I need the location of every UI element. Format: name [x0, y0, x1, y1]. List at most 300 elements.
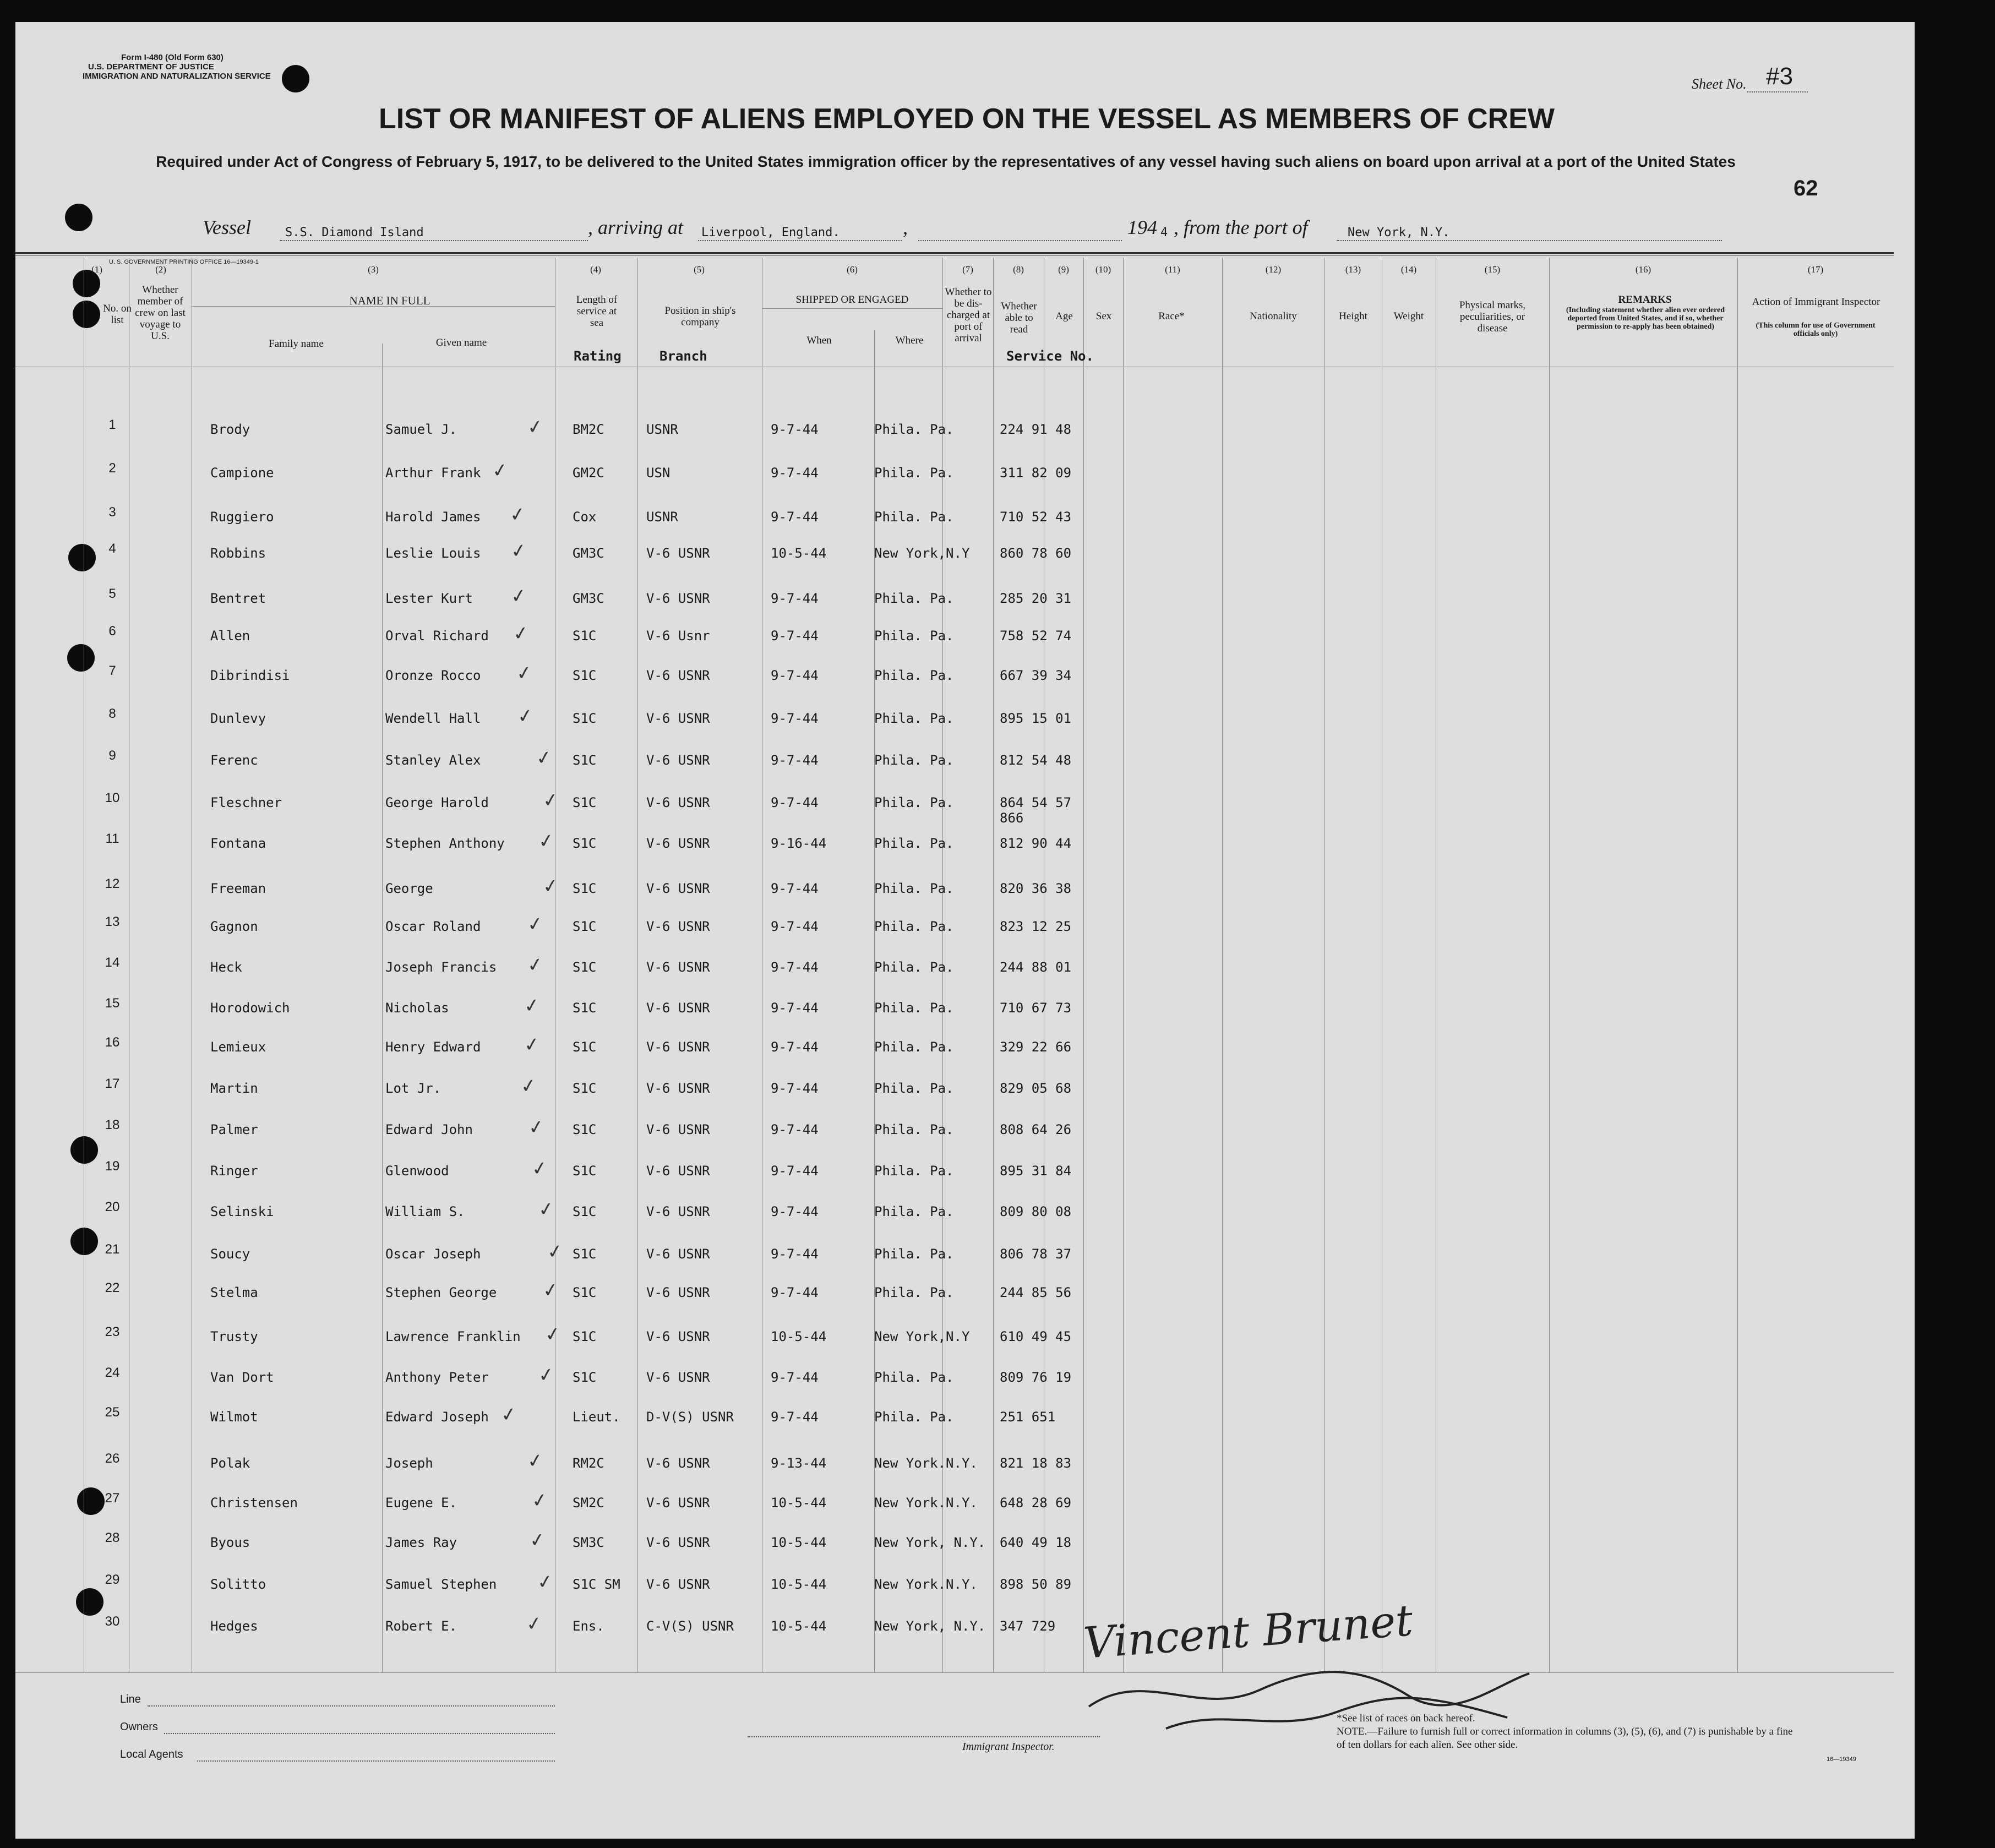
row-number-cell: 16: [105, 1035, 120, 1050]
table-row: [15, 953, 1915, 982]
family-name-cell: Polak: [210, 1455, 250, 1471]
rating-cell: S1C: [573, 1285, 597, 1300]
check-mark-icon: ✓: [499, 1403, 519, 1427]
shipped-place-cell: Phila. Pa.: [874, 919, 954, 934]
year-label: 194: [1127, 216, 1157, 238]
rating-cell: S1C: [573, 1163, 597, 1179]
shipped-date-cell: 9-7-44: [771, 1370, 819, 1385]
shipped-date-cell: 10-5-44: [771, 1535, 827, 1550]
shipped-place-cell: Phila. Pa.: [874, 1081, 954, 1096]
rating-cell: S1C: [573, 711, 597, 726]
family-name-cell: Brody: [210, 422, 250, 437]
family-name-cell: Dibrindisi: [210, 668, 290, 683]
header-service-no: Service No.: [1006, 348, 1094, 364]
check-mark-icon: ✓: [537, 1363, 556, 1387]
shipped-date-cell: 9-7-44: [771, 591, 819, 606]
shipped-date-cell: 9-7-44: [771, 1163, 819, 1179]
shipped-date-cell: 9-7-44: [771, 711, 819, 726]
header-age: Age: [1055, 310, 1073, 322]
header-where: Where: [895, 335, 924, 346]
shipped-date-cell: 9-7-44: [771, 465, 819, 481]
check-mark-icon: ✓: [519, 1074, 538, 1098]
branch-cell: V-6 USNR: [646, 1000, 710, 1016]
given-name-cell: Oronze Rocco: [385, 668, 481, 683]
shipped-place-cell: Phila. Pa.: [874, 591, 954, 606]
shipped-date-cell: 9-7-44: [771, 881, 819, 896]
vessel-label: Vessel: [203, 216, 251, 238]
shipped-rule: [762, 308, 942, 309]
service-number-cell: 710 67 73: [1000, 1000, 1072, 1016]
shipped-place-cell: New York, N.Y.: [874, 1618, 986, 1634]
shipped-place-cell: Phila. Pa.: [874, 795, 954, 810]
owners-label: Owners: [120, 1721, 158, 1733]
row-number-cell: 27: [105, 1491, 120, 1506]
table-row: [15, 829, 1915, 858]
row-number-cell: 8: [108, 706, 116, 721]
family-name-cell: Trusty: [210, 1329, 258, 1344]
column-number: (9): [1058, 264, 1069, 275]
row-number-cell: 7: [108, 663, 116, 678]
shipped-date-cell: 9-7-44: [771, 1204, 819, 1219]
table-row: [15, 1115, 1915, 1144]
header-able-to-read: Whether able to read: [1001, 301, 1037, 335]
family-name-cell: Wilmot: [210, 1409, 258, 1425]
service-number-cell: 895 15 01: [1000, 711, 1072, 726]
branch-cell: V-6 USNR: [646, 753, 710, 768]
branch-cell: V-6 USNR: [646, 1495, 710, 1511]
row-number-cell: 1: [108, 417, 116, 432]
shipped-place-cell: Phila. Pa.: [874, 836, 954, 851]
line-label: Line: [120, 1693, 141, 1705]
column-number: (10): [1095, 264, 1111, 275]
family-name-cell: Lemieux: [210, 1039, 266, 1055]
header-name-in-full: NAME IN FULL: [349, 294, 430, 307]
row-number-cell: 30: [105, 1614, 120, 1629]
column-number: (8): [1013, 264, 1024, 275]
branch-cell: V-6 USNR: [646, 1039, 710, 1055]
rating-cell: S1C: [573, 881, 597, 896]
shipped-place-cell: Phila. Pa.: [874, 753, 954, 768]
family-name-cell: Martin: [210, 1081, 258, 1096]
table-row: [15, 1157, 1915, 1185]
vessel-name: S.S. Diamond Island: [285, 226, 424, 239]
shipped-place-cell: Phila. Pa.: [874, 1000, 954, 1016]
binder-hole: [73, 301, 100, 328]
row-number-cell: 5: [108, 586, 116, 601]
family-name-cell: Horodowich: [210, 1000, 290, 1016]
shipped-date-cell: 10-5-44: [771, 1577, 827, 1592]
given-name-cell: Stephen Anthony: [385, 836, 505, 851]
check-mark-icon: ✓: [509, 584, 528, 608]
check-mark-icon: ✓: [546, 1240, 565, 1264]
branch-cell: V-6 USNR: [646, 795, 710, 810]
row-number-cell: 22: [105, 1280, 120, 1295]
family-name-cell: Gagnon: [210, 919, 258, 934]
service-number-cell: 710 52 43: [1000, 509, 1072, 525]
branch-cell: V-6 USNR: [646, 546, 710, 561]
page-subtitle: Required under Act of Congress of February 5, 1917, to be delivered to the United States immigration officer by the representatives of any vessel having such aliens on board upon arrival at a port of the United States: [156, 153, 1736, 170]
service-number-correction: 866: [1000, 810, 1024, 826]
shipped-date-cell: 9-7-44: [771, 1039, 819, 1055]
row-number-cell: 12: [105, 876, 120, 891]
service-number-cell: 244 88 01: [1000, 960, 1072, 975]
given-name-cell: Stanley Alex: [385, 753, 481, 768]
service-number-cell: 864 54 57: [1000, 795, 1072, 810]
shipped-place-cell: Phila. Pa.: [874, 1246, 954, 1262]
given-name-cell: Henry Edward: [385, 1039, 481, 1055]
branch-cell: V-6 USNR: [646, 1081, 710, 1096]
column-number: (11): [1165, 264, 1180, 275]
rating-cell: S1C: [573, 960, 597, 975]
row-number-cell: 29: [105, 1572, 120, 1587]
table-row: [15, 1074, 1915, 1103]
branch-cell: V-6 Usnr: [646, 628, 710, 644]
service-number-cell: 648 28 69: [1000, 1495, 1072, 1511]
rating-cell: GM3C: [573, 546, 604, 561]
row-number-cell: 4: [108, 541, 116, 556]
table-row: [15, 874, 1915, 903]
arriving-dotted-line: [698, 240, 902, 241]
branch-cell: USN: [646, 465, 671, 481]
header-shipped-engaged: SHIPPED OR ENGAGED: [795, 294, 909, 306]
rating-cell: GM3C: [573, 591, 604, 606]
table-row: [15, 1489, 1915, 1517]
table-row: [15, 1197, 1915, 1226]
shipped-date-cell: 10-5-44: [771, 1618, 827, 1634]
column-number: (17): [1807, 264, 1824, 275]
given-name-cell: Edward Joseph: [385, 1409, 489, 1425]
header-no-on-list: No. on list: [103, 303, 132, 326]
rating-cell: SM2C: [573, 1495, 604, 1511]
check-mark-icon: ✓: [522, 1033, 542, 1057]
given-name-cell: George Harold: [385, 795, 489, 810]
check-mark-icon: ✓: [515, 661, 534, 685]
branch-cell: V-6 USNR: [646, 1577, 710, 1592]
family-name-cell: Freeman: [210, 881, 266, 896]
from-dotted-line: [1337, 240, 1722, 241]
table-row: [15, 1363, 1915, 1392]
printer-imprint: U. S. GOVERNMENT PRINTING OFFICE 16—19349-1: [109, 259, 259, 265]
family-name-cell: Campione: [210, 465, 274, 481]
table-row: [15, 1278, 1915, 1307]
shipped-place-cell: Phila. Pa.: [874, 1163, 954, 1179]
given-name-cell: Wendell Hall: [385, 711, 481, 726]
check-mark-icon: ✓: [526, 912, 545, 936]
shipped-place-cell: Phila. Pa.: [874, 509, 954, 525]
check-mark-icon: ✓: [541, 788, 560, 813]
inspector-signature-line: [748, 1736, 1100, 1737]
branch-cell: V-6 USNR: [646, 711, 710, 726]
service-number-cell: 640 49 18: [1000, 1535, 1072, 1550]
check-mark-icon: ✓: [530, 1157, 549, 1181]
rating-cell: SM3C: [573, 1535, 604, 1550]
service-number-cell: 311 82 09: [1000, 465, 1072, 481]
owners-dotted-field: [164, 1733, 555, 1734]
vessel-dotted-line: [280, 240, 588, 241]
check-mark-icon: ✓: [526, 415, 545, 439]
check-mark-icon: ✓: [511, 622, 531, 646]
row-number-cell: 2: [108, 461, 116, 476]
family-name-cell: Solitto: [210, 1577, 266, 1592]
table-row: [15, 584, 1915, 613]
given-name-cell: Glenwood: [385, 1163, 449, 1179]
binder-hole: [282, 65, 309, 92]
check-mark-icon: ✓: [535, 746, 554, 770]
page-title: LIST OR MANIFEST OF ALIENS EMPLOYED ON THE VESSEL AS MEMBERS OF CREW: [379, 103, 1555, 135]
blank-dotted-line: [918, 240, 1122, 241]
given-name-cell: Edward John: [385, 1122, 473, 1137]
check-mark-icon: ✓: [530, 1489, 549, 1513]
rating-cell: S1C: [573, 1039, 597, 1055]
shipped-place-cell: New York.N.Y.: [874, 1495, 978, 1511]
table-row: [15, 1612, 1915, 1640]
shipped-place-cell: Phila. Pa.: [874, 881, 954, 896]
footer-rule: [15, 1672, 1894, 1673]
family-name-cell: Fleschner: [210, 795, 282, 810]
arrival-port: Liverpool, England.: [701, 226, 840, 239]
service-number-cell: 898 50 89: [1000, 1577, 1072, 1592]
given-name-cell: Eugene E.: [385, 1495, 457, 1511]
check-mark-icon: ✓: [528, 1528, 547, 1552]
signature-flourish: [1078, 1635, 1546, 1745]
shipped-date-cell: 9-7-44: [771, 1081, 819, 1096]
row-number-cell: 3: [108, 505, 116, 520]
family-name-cell: Fontana: [210, 836, 266, 851]
check-mark-icon: ✓: [527, 1115, 546, 1140]
service-number-cell: 823 12 25: [1000, 919, 1072, 934]
check-mark-icon: ✓: [541, 874, 560, 898]
check-mark-icon: ✓: [543, 1322, 563, 1347]
header-length-of-service: Length of service at sea: [576, 294, 618, 329]
service-number-cell: 806 78 37: [1000, 1246, 1072, 1262]
header-sex: Sex: [1095, 310, 1112, 322]
rating-cell: S1C: [573, 1370, 597, 1385]
table-row: [15, 539, 1915, 568]
rating-cell: S1C: [573, 628, 597, 644]
table-row: [15, 1528, 1915, 1557]
header-discharged: Whether to be dis-charged at port of arrival: [945, 286, 992, 344]
branch-cell: V-6 USNR: [646, 1455, 710, 1471]
family-name-cell: Selinski: [210, 1204, 274, 1219]
check-mark-icon: ✓: [541, 1278, 560, 1302]
column-number: (3): [368, 264, 379, 275]
rating-cell: S1C: [573, 1246, 597, 1262]
branch-cell: V-6 USNR: [646, 1122, 710, 1137]
family-name-cell: Ringer: [210, 1163, 258, 1179]
page-number: 62: [1794, 176, 1818, 200]
table-row: [15, 1033, 1915, 1061]
shipped-date-cell: 9-7-44: [771, 422, 819, 437]
from-label: , from the port of: [1174, 216, 1308, 238]
service-number-cell: 809 80 08: [1000, 1204, 1072, 1219]
header-when: When: [806, 335, 832, 346]
branch-cell: USNR: [646, 509, 678, 525]
header-rating: Rating: [574, 348, 622, 364]
branch-cell: V-6 USNR: [646, 1204, 710, 1219]
given-name-cell: Robert E.: [385, 1618, 457, 1634]
handwritten-signature: Vincent Brunet: [1082, 1596, 1415, 1669]
header-remarks-note: (Including statement whether alien ever ordered deported from United States, and if so, whether permission to re-apply has been obtained): [1566, 306, 1725, 331]
comma: ,: [903, 216, 908, 238]
rating-cell: S1C: [573, 668, 597, 683]
local-agents-label: Local Agents: [120, 1748, 183, 1760]
column-number: (4): [590, 264, 601, 275]
table-row: [15, 415, 1915, 444]
given-name-cell: Leslie Louis: [385, 546, 481, 561]
service-name: IMMIGRATION AND NATURALIZATION SERVICE: [83, 72, 271, 81]
header-height: Height: [1339, 310, 1367, 322]
row-number-cell: 28: [105, 1530, 120, 1545]
branch-cell: V-6 USNR: [646, 919, 710, 934]
branch-cell: USNR: [646, 422, 678, 437]
branch-cell: V-6 USNR: [646, 1285, 710, 1300]
family-name-cell: Ruggiero: [210, 509, 274, 525]
rating-cell: S1C: [573, 1000, 597, 1016]
shipped-date-cell: 9-7-44: [771, 960, 819, 975]
header-action: Action of Immigrant Inspector: [1752, 296, 1880, 308]
year-value: 4: [1160, 226, 1168, 239]
family-name-cell: Byous: [210, 1535, 250, 1550]
branch-cell: V-6 USNR: [646, 1535, 710, 1550]
given-name-cell: Stephen George: [385, 1285, 497, 1300]
family-name-cell: Dunlevy: [210, 711, 266, 726]
service-number-cell: 610 49 45: [1000, 1329, 1072, 1344]
table-row: [15, 746, 1915, 775]
given-name-cell: Joseph: [385, 1455, 433, 1471]
row-number-cell: 25: [105, 1405, 120, 1420]
family-name-cell: Allen: [210, 628, 250, 644]
given-name-cell: Nicholas: [385, 1000, 449, 1016]
rating-cell: Ens.: [573, 1618, 604, 1634]
shipped-place-cell: Phila. Pa.: [874, 1122, 954, 1137]
inspector-label: Immigrant Inspector.: [962, 1741, 1055, 1753]
arriving-label: , arriving at: [588, 216, 684, 238]
given-name-cell: Samuel Stephen: [385, 1577, 497, 1592]
given-name-cell: Oscar Roland: [385, 919, 481, 934]
department: U.S. DEPARTMENT OF JUSTICE: [88, 62, 214, 72]
branch-cell: V-6 USNR: [646, 881, 710, 896]
sheet-label: Sheet No.: [1692, 76, 1747, 92]
rating-cell: S1C: [573, 795, 597, 810]
shipped-place-cell: New York,N.Y: [874, 1329, 970, 1344]
given-name-cell: Lawrence Franklin: [385, 1329, 521, 1344]
shipped-place-cell: New York.N.Y.: [874, 1577, 978, 1592]
column-number: (7): [962, 264, 973, 275]
check-mark-icon: ✓: [522, 994, 542, 1018]
given-name-cell: Samuel J.: [385, 422, 457, 437]
table-row: [15, 1570, 1915, 1599]
service-number-cell: 895 31 84: [1000, 1163, 1072, 1179]
header-race: Race*: [1158, 310, 1185, 322]
check-mark-icon: ✓: [526, 1449, 545, 1473]
shipped-date-cell: 9-7-44: [771, 753, 819, 768]
shipped-date-cell: 9-16-44: [771, 836, 827, 851]
check-mark-icon: ✓: [490, 459, 510, 483]
column-number: (5): [694, 264, 705, 275]
header-family-name: Family name: [269, 338, 324, 350]
rating-cell: S1C: [573, 1329, 597, 1344]
shipped-date-cell: 9-7-44: [771, 1246, 819, 1262]
shipped-place-cell: Phila. Pa.: [874, 465, 954, 481]
shipped-place-cell: Phila. Pa.: [874, 1285, 954, 1300]
shipped-date-cell: 9-7-44: [771, 1000, 819, 1016]
shipped-place-cell: Phila. Pa.: [874, 1204, 954, 1219]
shipped-date-cell: 10-5-44: [771, 1329, 827, 1344]
shipped-place-cell: New York, N.Y.: [874, 1535, 986, 1550]
given-name-cell: James Ray: [385, 1535, 457, 1550]
given-name-cell: George: [385, 881, 433, 896]
header-action-note: (This column for use of Government officials only): [1756, 321, 1876, 338]
row-number-cell: 11: [105, 831, 119, 846]
column-number: (16): [1635, 264, 1651, 275]
row-number-cell: 20: [105, 1200, 120, 1214]
row-number-cell: 19: [105, 1159, 120, 1174]
rating-cell: S1C: [573, 1081, 597, 1096]
column-number: (6): [847, 264, 858, 275]
service-number-cell: 860 78 60: [1000, 546, 1072, 561]
family-name-cell: Palmer: [210, 1122, 258, 1137]
shipped-place-cell: Phila. Pa.: [874, 1039, 954, 1055]
table-row: [15, 994, 1915, 1022]
row-number-cell: 21: [105, 1242, 120, 1257]
check-mark-icon: ✓: [509, 539, 528, 563]
shipped-place-cell: Phila. Pa.: [874, 668, 954, 683]
family-name-cell: Stelma: [210, 1285, 258, 1300]
branch-cell: V-6 USNR: [646, 668, 710, 683]
table-row: [15, 1403, 1915, 1431]
penalty-note: NOTE.—Failure to furnish full or correct information in columns (3), (5), (6), and (7) is punishable by a fine of ten dollars for each alien. See other side.: [1337, 1726, 1793, 1751]
shipped-date-cell: 9-7-44: [771, 628, 819, 644]
header-rule: [15, 255, 1894, 256]
service-number-cell: 224 91 48: [1000, 422, 1072, 437]
service-number-cell: 244 85 56: [1000, 1285, 1072, 1300]
family-name-cell: Ferenc: [210, 753, 258, 768]
row-number-cell: 15: [105, 996, 120, 1011]
line-dotted-field: [148, 1705, 555, 1707]
check-mark-icon: ✓: [516, 704, 535, 728]
branch-cell: V-6 USNR: [646, 960, 710, 975]
column-number: (14): [1400, 264, 1417, 275]
row-number-cell: 10: [105, 791, 120, 805]
sheet-number: #3: [1766, 63, 1793, 90]
family-name-cell: Heck: [210, 960, 242, 975]
branch-cell: V-6 USNR: [646, 836, 710, 851]
table-row: [15, 622, 1915, 650]
branch-cell: V-6 USNR: [646, 1370, 710, 1385]
service-number-cell: 829 05 68: [1000, 1081, 1072, 1096]
row-number-cell: 6: [108, 624, 116, 639]
family-name-cell: Bentret: [210, 591, 266, 606]
service-number-cell: 329 22 66: [1000, 1039, 1072, 1055]
table-row: [15, 704, 1915, 733]
service-number-cell: 285 20 31: [1000, 591, 1072, 606]
shipped-place-cell: Phila. Pa.: [874, 422, 954, 437]
service-number-cell: 809 76 19: [1000, 1370, 1072, 1385]
shipped-place-cell: Phila. Pa.: [874, 1409, 954, 1425]
column-number: (13): [1345, 264, 1361, 275]
rating-cell: BM2C: [573, 422, 604, 437]
rating-cell: Cox: [573, 509, 597, 525]
table-row: [15, 1449, 1915, 1478]
form-code: 16—19349: [1827, 1756, 1856, 1763]
table-row: [15, 788, 1915, 826]
binder-hole: [65, 204, 92, 231]
branch-cell: D-V(S) USNR: [646, 1409, 734, 1425]
departure-port: New York, N.Y.: [1348, 226, 1450, 239]
given-name-cell: William S.: [385, 1204, 465, 1219]
header-whether-member: Whether member of crew on last voyage to U.S.: [135, 284, 186, 342]
given-name-cell: Orval Richard: [385, 628, 489, 644]
